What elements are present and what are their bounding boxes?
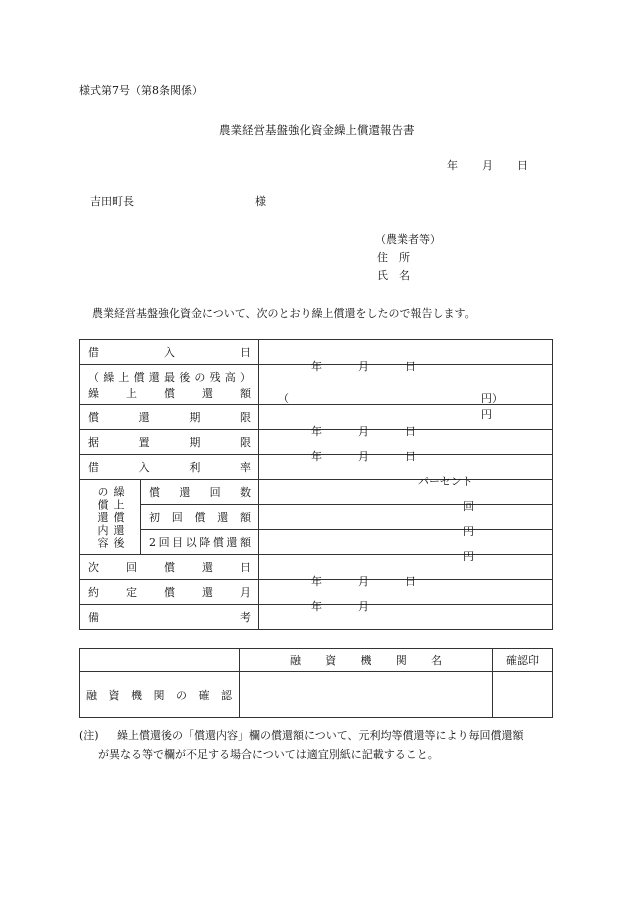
unit-count: 回 (463, 500, 474, 513)
form-number: 様式第7号（第8条関係） (79, 84, 203, 97)
addressee-honorific: 様 (255, 195, 266, 208)
date-day: 日 (517, 159, 528, 172)
row-next-repay-date (80, 555, 553, 580)
label-balance: （繰上償還最後の残高） (88, 370, 251, 384)
unit-month: 月 (358, 450, 369, 463)
label-second-repay: 2回目以降償還額 (149, 536, 251, 549)
label-borrow-date: 借入日 (88, 346, 251, 359)
unit-yen: 円 (463, 525, 474, 538)
applicant-type: （農業者等） (375, 233, 441, 246)
label-grace-term: 据置期限 (88, 436, 251, 449)
value-repay-count[interactable] (259, 480, 553, 513)
label-prepay-amount: 繰上償還額 (88, 386, 251, 400)
group-label-col2: の償還内容 (96, 486, 109, 548)
addressee-name: 吉田町長 (90, 195, 134, 208)
unit-yen-paren: 円） (481, 391, 503, 405)
date-month: 月 (482, 159, 493, 172)
group-label-cell (80, 480, 141, 555)
row-borrow-date (80, 340, 553, 365)
unit-day: 日 (405, 450, 416, 463)
value-borrow-date[interactable] (259, 340, 553, 373)
group-label-col1: 繰上償還後 (112, 486, 125, 548)
unit-yen: 円 (463, 550, 474, 563)
label-remarks: 備考 (88, 611, 251, 624)
header-bank-name: 融資機関名 (290, 654, 442, 667)
applicant-address-label: 住 所 (377, 251, 410, 264)
unit-day: 日 (405, 360, 416, 373)
label-agreed-month: 約定償還月 (88, 586, 251, 599)
unit-year: 年 (311, 450, 322, 463)
note-line-2: が異なる等で欄が不足する場合については適宜別紙に記載すること。 (98, 748, 439, 761)
note-mark: (注) (79, 729, 99, 742)
unit-year: 年 (311, 600, 322, 613)
unit-yen: 円 (481, 407, 492, 421)
value-second-repay[interactable] (259, 530, 553, 563)
value-remarks[interactable] (259, 605, 553, 630)
value-first-repay[interactable] (259, 505, 553, 538)
applicant-name-label: 氏 名 (377, 269, 410, 282)
row-second-repay (80, 530, 553, 555)
document-title: 農業経営基盤強化資金繰上償還報告書 (219, 123, 415, 137)
bank-header-empty (80, 649, 240, 672)
label-bank-confirm: 融資機関の確認 (86, 688, 232, 702)
date-year: 年 (447, 159, 458, 172)
label-interest-rate: 借入利率 (88, 461, 251, 474)
label-next-repay-date: 次回償還日 (88, 561, 251, 574)
bank-confirmation-table (79, 648, 553, 718)
unit-month: 月 (358, 425, 369, 438)
unit-month: 月 (358, 360, 369, 373)
label-repay-term: 償還期限 (88, 411, 251, 424)
unit-year: 年 (311, 360, 322, 373)
unit-day: 日 (405, 425, 416, 438)
note-line-1: 繰上償還後の「償還内容」欄の償還額について、元利均等償還等により毎回償還額 (117, 729, 524, 742)
unit-day: 日 (405, 575, 416, 588)
unit-month: 月 (358, 575, 369, 588)
value-seal[interactable] (493, 672, 553, 718)
unit-year: 年 (311, 575, 322, 588)
paren-open: （ (278, 391, 289, 405)
value-bank-name[interactable] (240, 672, 493, 718)
bank-body-row (80, 672, 553, 718)
value-next-repay-date[interactable] (259, 555, 553, 588)
label-first-repay: 初回償還額 (149, 511, 251, 524)
unit-percent: パーセント (418, 475, 473, 488)
label-repay-count: 償還回数 (149, 486, 251, 499)
repayment-table (79, 339, 553, 630)
value-repay-term[interactable] (259, 405, 553, 438)
bank-header-row (80, 649, 553, 672)
header-seal: 確認印 (506, 654, 539, 667)
unit-year: 年 (311, 425, 322, 438)
row-first-repay (80, 505, 553, 530)
intro-text: 農業経営基盤強化資金について、次のとおり繰上償還をしたので報告します。 (92, 307, 476, 320)
unit-month: 月 (358, 600, 369, 613)
row-repay-count (80, 480, 553, 505)
